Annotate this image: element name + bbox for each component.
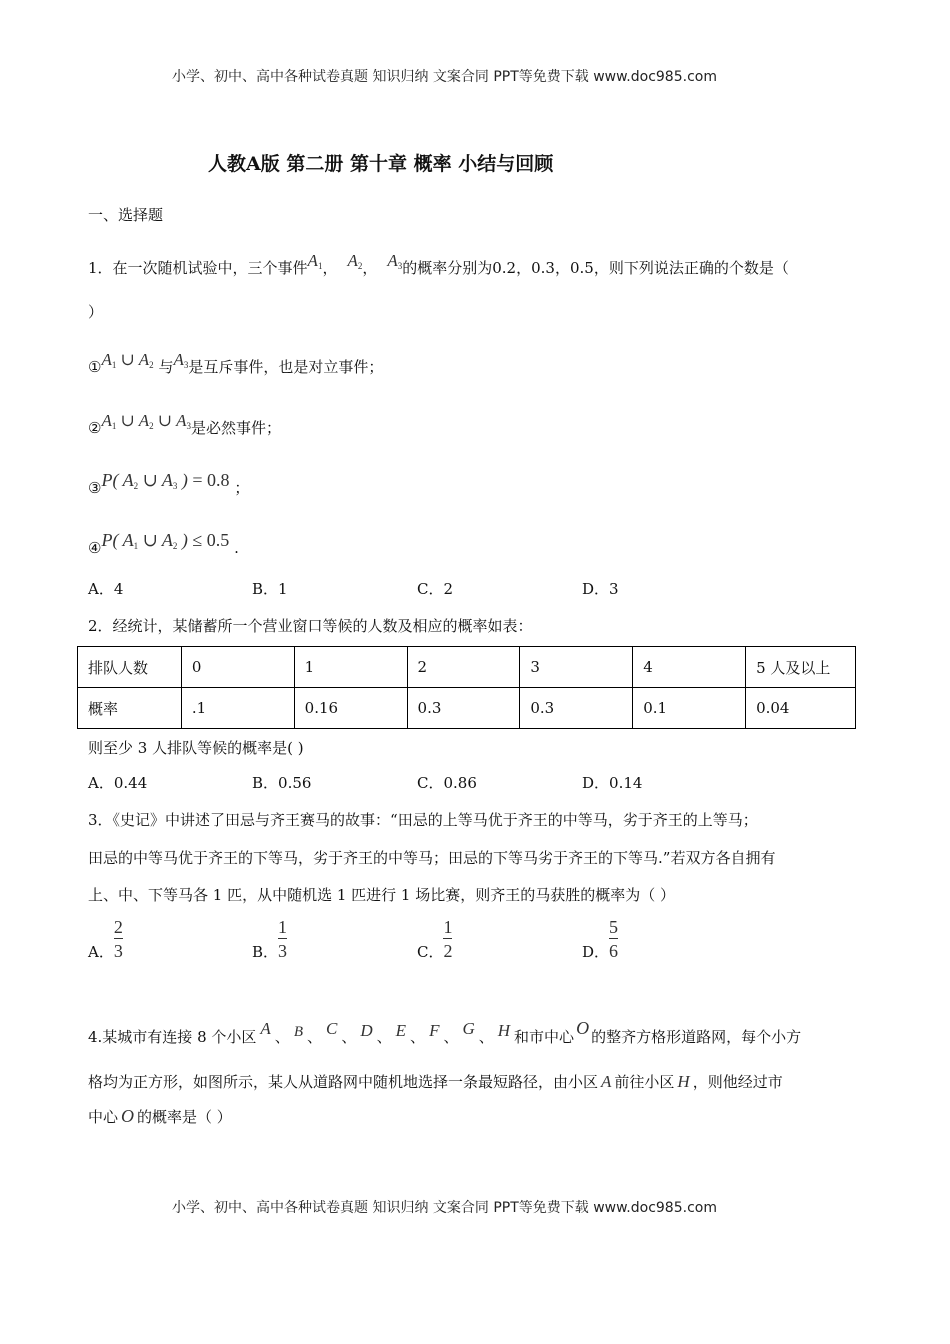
page-title: 人教A版 第二册 第十章 概率 小结与回顾 xyxy=(208,153,554,175)
q1-option-a[interactable]: A．4 xyxy=(88,580,124,598)
q2-question: 则至少 3 人排队等候的概率是( ) xyxy=(88,739,304,757)
table-cell: 5 人及以上 xyxy=(746,647,856,688)
q3-option-d[interactable]: D． $\frac{5}{6}$ xyxy=(582,917,619,961)
fraction: $\frac{2}{3}$ xyxy=(113,917,123,961)
fraction: $\frac{5}{6}$ xyxy=(609,917,619,961)
q4-line-1: 4.某城市有连接 8 个小区 A 、 B 、 C 、 D 、 E 、 F 、 G 、 H 和市中心 O 的整齐方格形道路网，每个小方 xyxy=(88,1018,802,1046)
fraction: $\frac{1}{2}$ xyxy=(443,917,453,961)
q2-option-a[interactable]: A．0.44 xyxy=(88,774,148,792)
probability-table xyxy=(77,646,856,729)
q3-line-2: 田忌的中等马优于齐王的下等马，劣于齐王的中等马；田忌的下等马劣于齐王的下等马.”若双方各自拥有 xyxy=(88,849,776,867)
table-cell: 0.3 xyxy=(520,688,633,729)
table-cell: 概率 xyxy=(78,688,182,729)
q1-stem-end: ） xyxy=(88,303,104,321)
q3-line-3: 上、中、下等马各 1 匹，从中随机选 1 匹进行 1 场比赛，则齐王的马获胜的概率为（ ） xyxy=(88,886,676,904)
table-cell: 3 xyxy=(520,647,633,688)
table-row xyxy=(78,688,856,729)
table-cell: 0 xyxy=(181,647,294,688)
table-cell: 4 xyxy=(633,647,746,688)
q4-line-2: 格均为正方形，如图所示，某人从道路网中随机地选择一条最短路径，由小区 A 前往小区 H ，则他经过市 xyxy=(88,1072,783,1091)
q2-option-c[interactable]: C．0.86 xyxy=(417,774,477,792)
section-heading: 一、选择题 xyxy=(88,206,164,224)
q3-option-a[interactable]: A． $\frac{2}{3}$ xyxy=(88,917,123,961)
table-cell: 0.16 xyxy=(294,688,407,729)
q1-stem: 1．在一次随机试验中，三个事件$A_1$， $A_2$， $A_3$的概率分别为0.2，0.3，0.5，则下列说法正确的个数是（ xyxy=(88,251,789,277)
q3-option-c[interactable]: C． $\frac{1}{2}$ xyxy=(417,917,453,961)
q1-statement-4: ④P( $A_1$ ∪ $A_2$ ) ≤ 0.5 . xyxy=(88,530,239,557)
q2-option-d[interactable]: D．0.14 xyxy=(582,774,643,792)
table-cell: 0.3 xyxy=(407,688,520,729)
fraction: $\frac{1}{3}$ xyxy=(278,917,288,961)
page-footer: 小学、初中、高中各种试卷真题 知识归纳 文案合同 PPT等免费下载 www.doc985.com xyxy=(172,1200,717,1216)
page-header: 小学、初中、高中各种试卷真题 知识归纳 文案合同 PPT等免费下载 www.doc985.com xyxy=(172,69,717,85)
q2-option-b[interactable]: B．0.56 xyxy=(252,774,312,792)
table-cell: 0.1 xyxy=(633,688,746,729)
q1-statement-1: $①A_1$ ∪ $A_2$ 与$A_3$是互斥事件，也是对立事件； xyxy=(88,350,384,376)
q1-statement-3: ③P( $A_2$ ∪ $A_3$ ) = 0.8 ； xyxy=(88,470,250,497)
table-cell: 排队人数 xyxy=(78,647,182,688)
q3-option-b[interactable]: B． $\frac{1}{3}$ xyxy=(252,917,288,961)
q1-option-c[interactable]: C．2 xyxy=(417,580,454,598)
q1-statement-2: $②A_1$ ∪ $A_2$ ∪ $A_3$是必然事件； xyxy=(88,411,282,437)
q4-line-3: 中心 O 的概率是（ ） xyxy=(88,1106,232,1126)
q3-line-1: 3．《史记》中讲述了田忌与齐王赛马的故事：“田忌的上等马优于齐王的中等马，劣于齐王的上等马； xyxy=(88,811,758,829)
q1-option-b[interactable]: B．1 xyxy=(252,580,288,598)
q2-stem: 2．经统计，某储蓄所一个营业窗口等候的人数及相应的概率如表： xyxy=(88,617,533,635)
table-cell: 1 xyxy=(294,647,407,688)
table-row xyxy=(78,647,856,688)
table-cell: 0.04 xyxy=(746,688,856,729)
table-cell: .1 xyxy=(181,688,294,729)
table-cell: 2 xyxy=(407,647,520,688)
q1-option-d[interactable]: D．3 xyxy=(582,580,619,598)
